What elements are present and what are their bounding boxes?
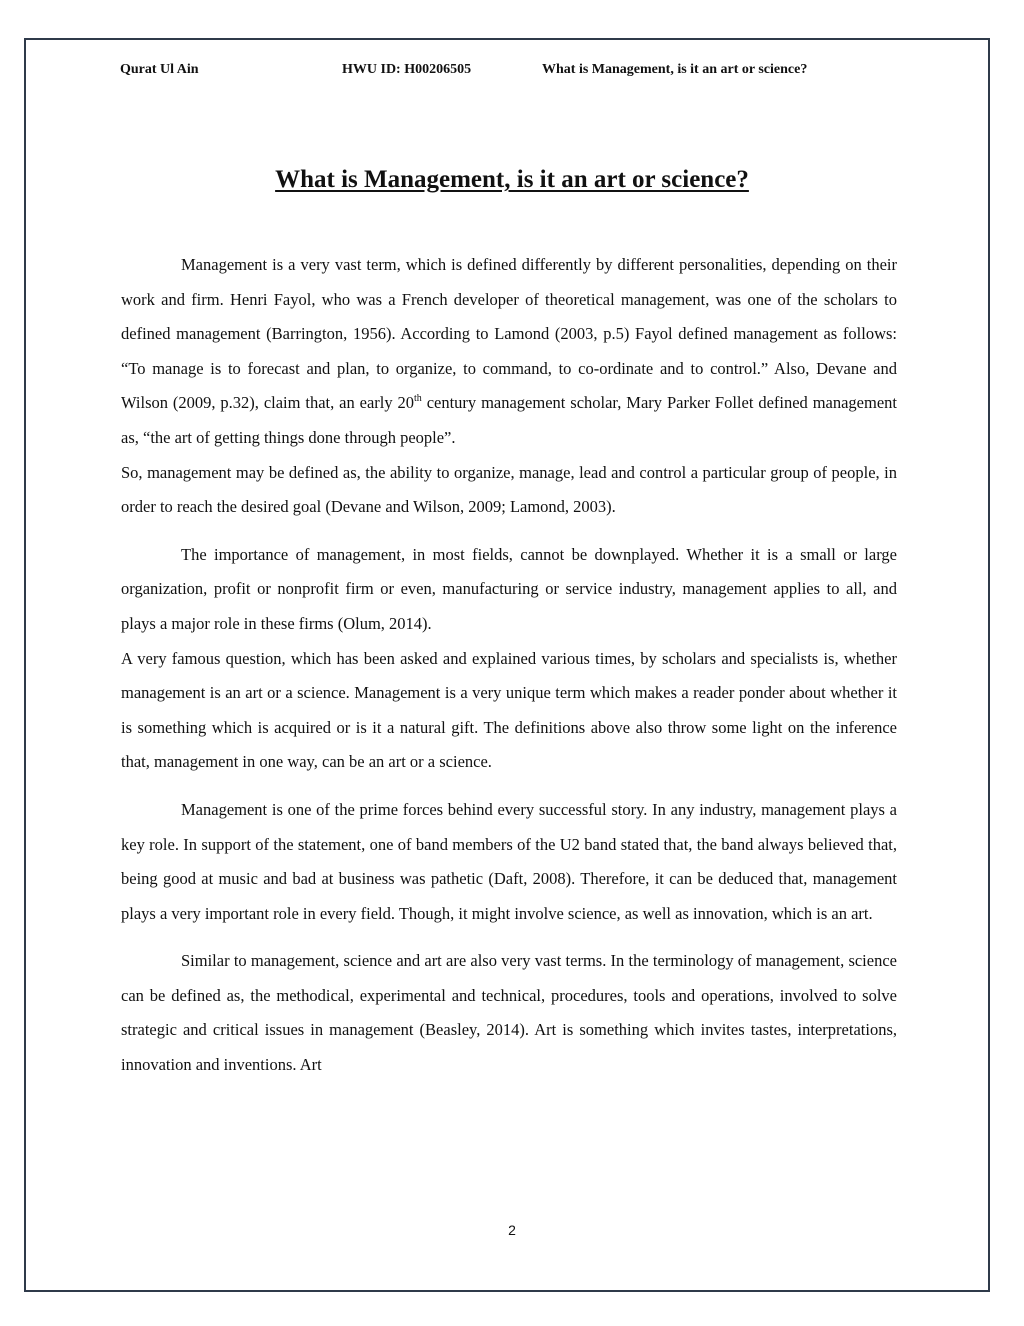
paragraph-6: Similar to management, science and art are also very vast terms. In the terminology of management, science can be defined as, the methodical, experimental and technical, procedures, tools and operations, involved to solve strategic and critical issues in management (Beasley, 2014). Art is something which invites tastes, interpretations, innovation and inventions. Art <box>121 951 897 1075</box>
running-header <box>120 62 890 82</box>
paragraph-1-text-end: century management scholar, Mary Parker Follet defined management as, “the art of getting things done through people”. <box>121 393 897 447</box>
document-body <box>121 248 897 1083</box>
header-short-title: What is Management, is it an art or science? <box>542 62 808 77</box>
document-title: What is Management, is it an art or science? <box>275 166 749 193</box>
paragraph-1-text: Management is a very vast term, which is defined differently by different personalities, depending on their work and firm. Henri Fayol, who was a French developer of theoretical management, was one of the scholars to defined management (Barrington, 1956). According to Lamond (2003, p.5) Fayol defined management as follows: “To manage is to forecast and plan, to organize, to command, to co-ordinate and to control.” Also, Devane and Wilson (2009, p.32), claim that, an early 20 <box>121 255 897 413</box>
paragraph-1 <box>121 248 897 456</box>
paragraph-5: Management is one of the prime forces behind every successful story. In any industry, management plays a key role. In support of the statement, one of band members of the U2 band stated that, the band always believed that, being good at music and bad at business was pathetic (Daft, 2008). Therefore, it can be deduced that, management plays a very important role in every field. Though, it might involve science, as well as innovation, which is an art. <box>121 799 897 923</box>
paragraph-2: So, management may be defined as, the ability to organize, manage, lead and control a particular group of people, in order to reach the desired goal (Devane and Wilson, 2009; Lamond, 2003). <box>121 462 897 517</box>
paragraph-4: A very famous question, which has been asked and explained various times, by scholars and specialists is, whether management is an art or a science. Management is a very unique term which makes a reader ponder about whether it is something which is acquired or is it a natural gift. The definitions above also throw some light on the inference that, management in one way, can be an art or a science. <box>121 648 897 772</box>
header-author: Qurat Ul Ain <box>120 62 199 77</box>
header-student-id: HWU ID: H00206505 <box>342 62 472 77</box>
ordinal-superscript: th <box>414 393 422 405</box>
paragraph-3: The importance of management, in most fields, cannot be downplayed. Whether it is a small or large organization, profit or nonprofit firm or even, manufacturing or service industry, management applies to all, and plays a major role in these firms (Olum, 2014). <box>121 544 897 633</box>
page-number: 2 <box>508 1222 516 1238</box>
